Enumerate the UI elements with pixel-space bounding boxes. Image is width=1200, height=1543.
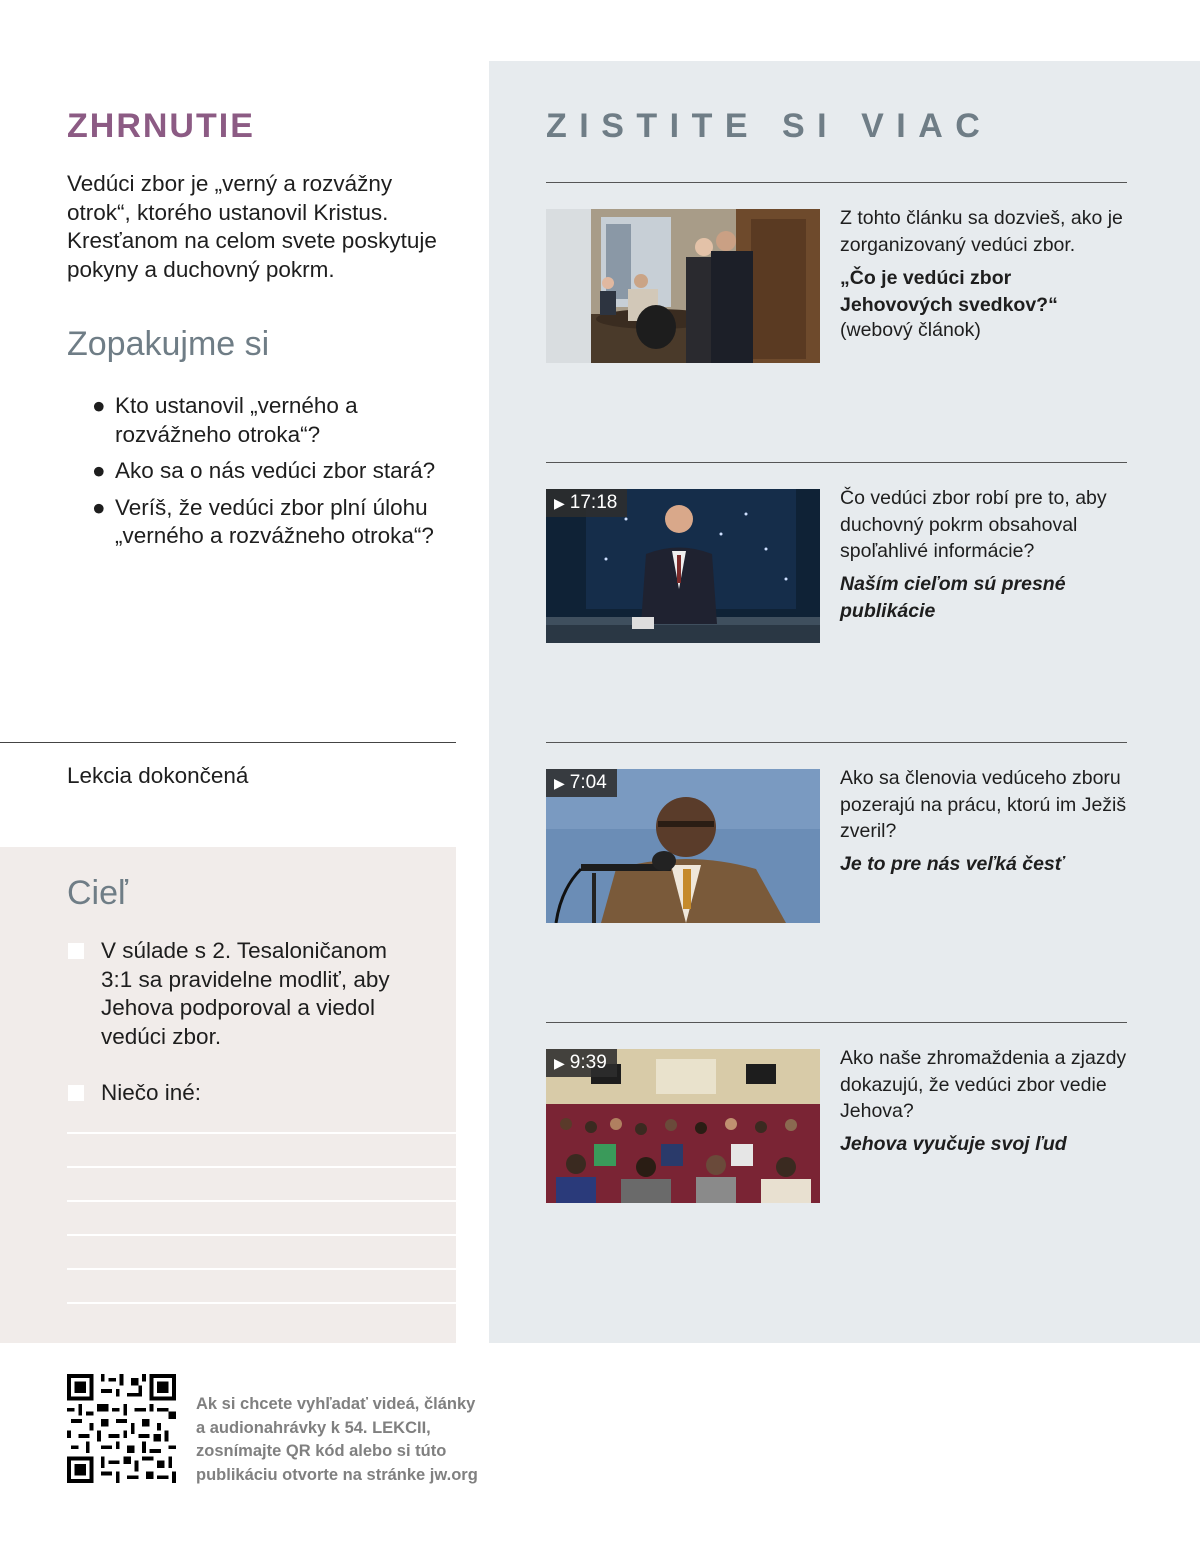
summary-heading: ZHRNUTIE	[67, 107, 255, 145]
resource-description: Ako naše zhromaždenia a zjazdy dokazujú, že vedúci zbor vedie Jehova?	[840, 1047, 1127, 1122]
resource-title-link[interactable]: Jehova vyučuje svoj ľud	[840, 1133, 1067, 1155]
write-line[interactable]	[67, 1268, 456, 1270]
resource-description: Z tohto článku sa dozvieš, ako je zorganizovaný vedúci zbor.	[840, 207, 1123, 256]
video-duration-badge: ▶ 9:39	[546, 1049, 617, 1077]
write-line[interactable]	[67, 1200, 456, 1202]
article-thumbnail[interactable]	[546, 209, 820, 363]
video-thumbnail[interactable]	[546, 769, 820, 923]
footer-line: zosnímajte QR kód alebo si túto	[196, 1442, 447, 1460]
write-line[interactable]	[67, 1132, 456, 1134]
qr-code-icon[interactable]	[67, 1374, 176, 1483]
footer-line: publikáciu otvorte na stránke jw.org	[196, 1465, 478, 1484]
divider	[546, 182, 1127, 183]
resource-description: Ako sa členovia vedúceho zboru pozerajú na prácu, ktorú im Ježiš zveril?	[840, 767, 1127, 842]
bullet-icon: ●	[92, 393, 106, 418]
divider	[546, 742, 1127, 743]
review-question: ● Ako sa o nás vedúci zbor stará?	[92, 457, 452, 486]
divider	[546, 1022, 1127, 1023]
video-thumbnail[interactable]	[546, 1049, 820, 1203]
resource-note: (webový článok)	[840, 319, 981, 341]
goal-heading: Cieľ	[67, 874, 128, 912]
goal-option-text: V súlade s 2. Tesaloničanom 3:1 sa pravidelne modliť, aby Jehova podporoval a viedol vedúci zbor.	[101, 938, 390, 1049]
review-heading: Zopakujme si	[67, 325, 270, 363]
learn-more-heading: ZISTITE SI VIAC	[546, 107, 993, 145]
divider	[546, 462, 1127, 463]
resource-title-link[interactable]: Je to pre nás veľká česť	[840, 853, 1065, 875]
video-duration-badge: ▶ 7:04	[546, 769, 617, 797]
bullet-icon: ●	[92, 494, 106, 520]
review-question: ● Veríš, že vedúci zbor plní úlohu „verného a rozvážneho otroka“?	[92, 494, 434, 548]
resource-description: Čo vedúci zbor robí pre to, aby duchovný pokrm obsahoval spoľahlivé informácie?	[840, 487, 1107, 562]
lesson-complete-label: Lekcia dokončená	[67, 763, 249, 788]
meeting-photo	[546, 209, 820, 363]
review-question: ● Kto ustanovil „verného a rozvážneho otroka“?	[92, 393, 358, 447]
footer-instructions	[196, 1393, 526, 1487]
play-icon: ▶	[554, 1055, 565, 1071]
resource-title-link[interactable]: Naším cieľom sú presné publikácie	[840, 573, 1066, 622]
footer-line: a audionahrávky k 54. LEKCII,	[196, 1418, 431, 1437]
goal-checkbox-other[interactable]	[68, 1085, 84, 1101]
write-line[interactable]	[67, 1166, 456, 1168]
divider	[0, 742, 456, 743]
goal-option-other: Niečo iné:	[101, 1080, 202, 1105]
resource-title-link[interactable]: „Čo je vedúci zbor Jehovových svedkov?“	[840, 267, 1058, 316]
play-icon: ▶	[554, 495, 565, 511]
write-line[interactable]	[67, 1234, 456, 1236]
goal-checkbox[interactable]	[68, 943, 84, 959]
play-icon: ▶	[554, 775, 565, 791]
bullet-icon: ●	[92, 458, 106, 483]
video-thumbnail[interactable]	[546, 489, 820, 643]
footer-line: Ak si chcete vyhľadať videá, články	[196, 1395, 476, 1413]
video-duration-badge: ▶ 17:18	[546, 489, 627, 517]
write-line[interactable]	[67, 1302, 456, 1304]
summary-text: Vedúci zbor je „verný a rozvážny otrok“, ktorého ustanovil Kristus. Kresťanom na celom svete poskytuje pokyny a duchovný pokrm.	[67, 171, 437, 282]
review-questions	[92, 392, 452, 559]
